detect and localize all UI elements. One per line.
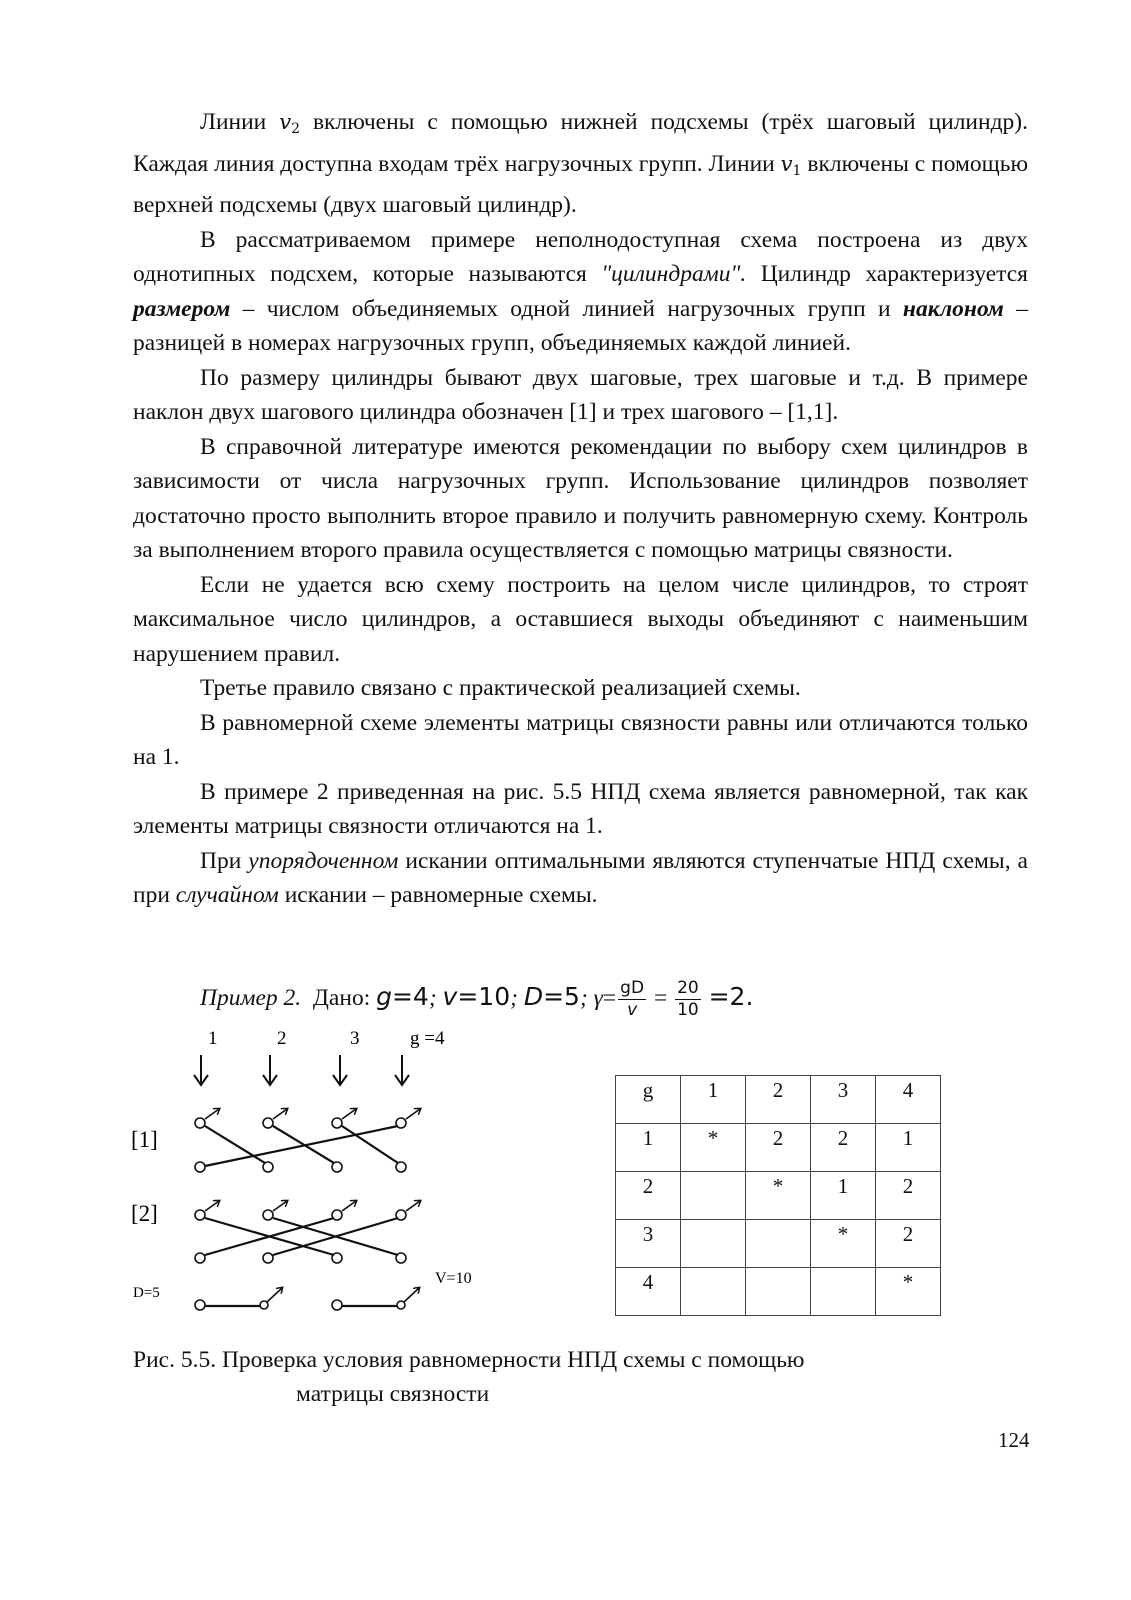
matrix-cell: 4 [876,1076,941,1124]
d5-lines [195,1288,419,1310]
caption-line: Рис. 5.5. Проверка условия равномерности НПД схемы с помощью [133,1347,805,1373]
caption-line: матрицы связности [296,1381,490,1407]
matrix-row [616,1124,941,1172]
v-label: V=10 [435,1270,472,1287]
math-v1: $v_1$ [780,151,802,179]
matrix-row [616,1268,941,1316]
paragraph: По размеру цилиндры бывают двух шаговые, трех шаговые и т.д. В примере наклон двух шагового цилиндра обозначен [1] и трех шагового – [1,1]. [133,364,1028,425]
example-line: Пример 2. Дано: g=4; v=10; D=5; γ= $\frac{gD}{v}$ = $\frac{20}{10}$ =2. [200,978,754,1020]
cylinder-2 [195,1201,420,1263]
group-label: 3 [350,1028,360,1049]
d-label: D=5 [133,1285,160,1301]
paragraph: Третье правило связано с практической реализацией схемы. [200,675,801,701]
matrix-cell: 1 [616,1124,681,1172]
figure-caption [133,1343,804,1411]
matrix-cell: 2 [746,1124,811,1172]
fraction-20-10: $\frac{20}{10}$ [677,978,699,1020]
matrix-cell: 4 [616,1268,681,1316]
matrix-cell [811,1268,876,1316]
matrix-cell: 1 [876,1124,941,1172]
matrix-cell: * [811,1220,876,1268]
matrix-row [616,1220,941,1268]
matrix-cell: * [746,1172,811,1220]
matrix-cell: 1 [681,1076,746,1124]
matrix-cell: * [681,1124,746,1172]
matrix-cell: 2 [876,1220,941,1268]
npd-scheme-diagram [125,1020,505,1320]
matrix-cell: g [616,1076,681,1124]
cylinder-1 [195,1109,420,1172]
group-label: 2 [277,1028,287,1049]
matrix-cell: 1 [811,1172,876,1220]
matrix-header-row [616,1076,941,1124]
paragraph: Если не удается всю схему построить на целом числе цилиндров, то строят максимальное число цилиндров, а оставшиеся выходы объединяют с наименьшим нарушением правил. [133,571,1028,667]
matrix-cell [746,1220,811,1268]
paragraph: В справочной литературе имеются рекомендации по выбору схем цилиндров в зависимости от числа нагрузочных групп. Использование цилиндров позволяет достаточно просто выполнить второе правило и получить равномерную схему. Контроль за выполнением второго правила осуществляется с помощью матрицы связности. [133,433,1028,563]
paragraph: При упорядоченном искании оптимальными являются ступенчатые НПД схемы, а при случайном искании – равномерные схемы. [133,847,1028,908]
matrix-cell: 3 [616,1220,681,1268]
row-label: [2] [131,1201,158,1226]
paragraph: В примере 2 приведенная на рис. 5.5 НПД схема является равномерной, так как элементы матрицы связности отличаются на 1. [133,778,1028,839]
paragraph: В равномерной схеме элементы матрицы связности равны или отличаются только на 1. [133,709,1028,770]
matrix-cell [681,1220,746,1268]
matrix-cell: 2 [811,1124,876,1172]
matrix-cell [681,1268,746,1316]
group-label: g =4 [410,1028,445,1049]
group-label: 1 [208,1028,218,1049]
matrix-cell: 3 [811,1076,876,1124]
paragraph: Линии $v_2$ включены с помощью нижней подсхемы (трёх шаговый цилиндр). Каждая линия доступна входам трёх нагрузочных групп. Линии $v_1$ включены с помощью верхней подсхемы (двух шаговый цилиндр). [133,109,1028,218]
connectivity-matrix [615,1075,941,1316]
matrix-cell: * [876,1268,941,1316]
page-number: 124 [998,1428,1030,1452]
matrix-cell [746,1268,811,1316]
matrix-cell: 2 [876,1172,941,1220]
fraction-gd-v: $\frac{gD}{v}$ [620,978,645,1020]
row-label: [1] [131,1127,158,1152]
matrix-cell [681,1172,746,1220]
body-text [133,105,1028,913]
math-v2: $v_2$ [279,110,300,137]
matrix-row [616,1172,941,1220]
paragraph: В рассматриваемом примере неполнодоступная схема построена из двух однотипных подсхем, которые называются "цилиндрами". Цилиндр характеризуется размером – числом объединяемых одной линией нагрузочных групп и наклоном – разницей в номерах нагрузочных групп, объединяемых каждой линией. [133,226,1028,356]
matrix-cell: 2 [616,1172,681,1220]
matrix-cell: 2 [746,1076,811,1124]
down-arrow-icon [194,1055,409,1085]
